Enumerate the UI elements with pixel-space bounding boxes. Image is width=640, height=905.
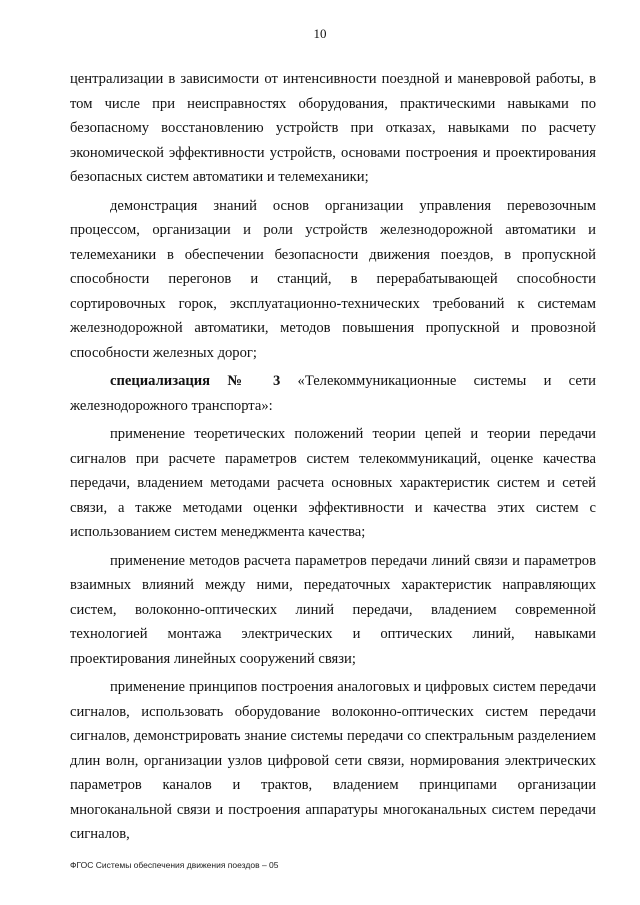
paragraph-5: применение методов расчета параметров передачи линий связи и параметров взаимных влияний между ними, передаточных характеристик направляющих систем, волоконно-оптических линий передачи, владением современной технологией монтажа электрических и оптических линий, навыками проектирования линейных сооружений связи; [70, 552, 596, 667]
page-footer: ФГОС Системы обеспечения движения поездов – 05 [70, 860, 279, 870]
document-body [70, 67, 596, 847]
paragraph-2: демонстрация знаний основ организации управления перевозочным процессом, организации и роли устройств железнодорожной автоматики и телемеханики в обеспечении безопасности движения поездов, в пропускной способности перегонов и станций, в перерабатывающей способности сортировочных горок, эксплуатационно-технических требований к системам железнодорожной автоматики, методов повышения пропускной и провозной способности железных дорог; [70, 197, 596, 361]
page-number: 10 [313, 26, 327, 41]
specialization-title: «Телекоммуникационные системы и сети железнодорожного транспорта»: [70, 373, 596, 414]
paragraph-4: применение теоретических положений теории цепей и теории передачи сигналов при расчете параметров систем телекоммуникаций, оценке качества передачи, владением методами расчета основных характеристик систем и сетей связи, а также методами оценки эффективности и качества этих систем с использованием систем менеджмента качества; [70, 426, 596, 540]
specialization-heading: специализация № 3 [110, 373, 281, 389]
paragraph-3 [70, 369, 596, 418]
paragraph-6: применение принципов построения аналоговых и цифровых систем передачи сигналов, использовать оборудование волоконно-оптических систем передачи сигналов, демонстрировать знание системы передачи со спектральным разделением длин волн, организации узлов цифровой сети связи, нормирования электрических параметров каналов и трактов, владением принципами организации многоканальной связи и построения аппаратуры многоканальных систем передачи сигналов, [70, 679, 596, 842]
paragraph-1: централизации в зависимости от интенсивности поездной и маневровой работы, в том числе при неисправностях оборудования, практическими навыками по безопасному восстановлению устройств при отказах, навыками по расчету экономической эффективности устройств, основами построения и проектирования безопасных систем автоматики и телемеханики; [70, 71, 596, 185]
